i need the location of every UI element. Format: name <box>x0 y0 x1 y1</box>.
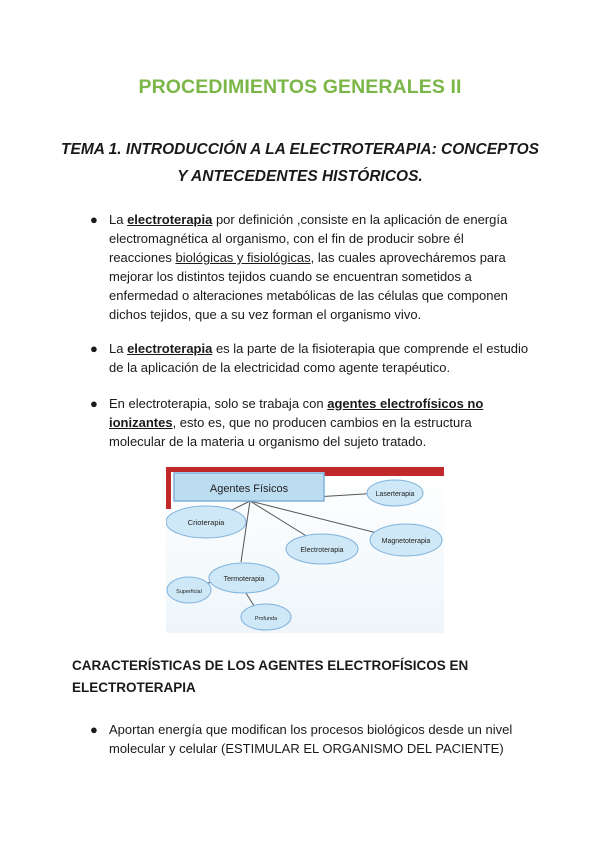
bullet-text: Aportan energía que modifican los procesos biológicos desde un nivel molecular y celular (ESTIMULAR EL ORGANISMO DEL PACIENTE) <box>109 722 513 756</box>
node-profunda-label: Profunda <box>254 616 278 622</box>
root-node-label: Agentes Físicos <box>209 483 289 495</box>
node-laserterapia-label: Laserterapia <box>375 491 415 498</box>
node-superficial-label: Superficial <box>176 589 202 595</box>
node-magnetoterapia-label: Magnetoterapia <box>381 538 431 545</box>
section-heading: CARACTERÍSTICAS DE LOS AGENTES ELECTROFÍSICOS EN ELECTROTERAPIA <box>72 658 469 695</box>
node-termoterapia-label: Termoterapia <box>223 576 265 583</box>
term-electroterapia: electroterapia <box>127 341 213 356</box>
bullet-text: La electroterapia es la parte de la fisioterapia que comprende el estudio de la aplicación de la electricidad como agente terapéutico. <box>109 341 529 375</box>
diagram-border-right <box>324 467 444 476</box>
topic-heading: TEMA 1. INTRODUCCIÓN A LA ELECTROTERAPIA: CONCEPTOS Y ANTECEDENTES HISTÓRICOS. <box>61 141 539 185</box>
bullet-text: La electroterapia por definición ,consiste en la aplicación de energía electromagnética al organismo, con el fin de producir sobre él reacciones biológicas y fisiológicas, las cuales aprovecháremos para mejorar los distintos tejidos cuando se encuentran sometidos a enfermedad o alteraciones metabólicas de las células que componen dichos tejidos, que a su vez forman el organismo vivo. <box>109 212 508 322</box>
term-electroterapia: electroterapia <box>127 212 213 227</box>
bullet-dot-icon: ● <box>90 212 98 227</box>
agentes-fisicos-diagram <box>166 467 444 633</box>
bullet-dot-icon: ● <box>90 722 98 737</box>
node-electroterapia-label: Electroterapia <box>300 547 344 554</box>
term-agentes-no-ionizantes: agentes electrofísicos no ionizantes <box>109 396 484 430</box>
document-title: PROCEDIMIENTOS GENERALES II <box>138 76 462 98</box>
diagram-border-left <box>166 467 171 509</box>
bullet-text: En electroterapia, solo se trabaja con agentes electrofísicos no ionizantes, esto es, que no producen cambios en la estructura molecular de la materia u organismo del sujeto tratado. <box>109 396 484 449</box>
term-biologicas: biológicas y fisiológicas <box>175 250 311 265</box>
node-crioterapia-label: Crioterapia <box>187 518 225 527</box>
bullet-dot-icon: ● <box>90 396 98 411</box>
bullet-dot-icon: ● <box>90 341 98 356</box>
